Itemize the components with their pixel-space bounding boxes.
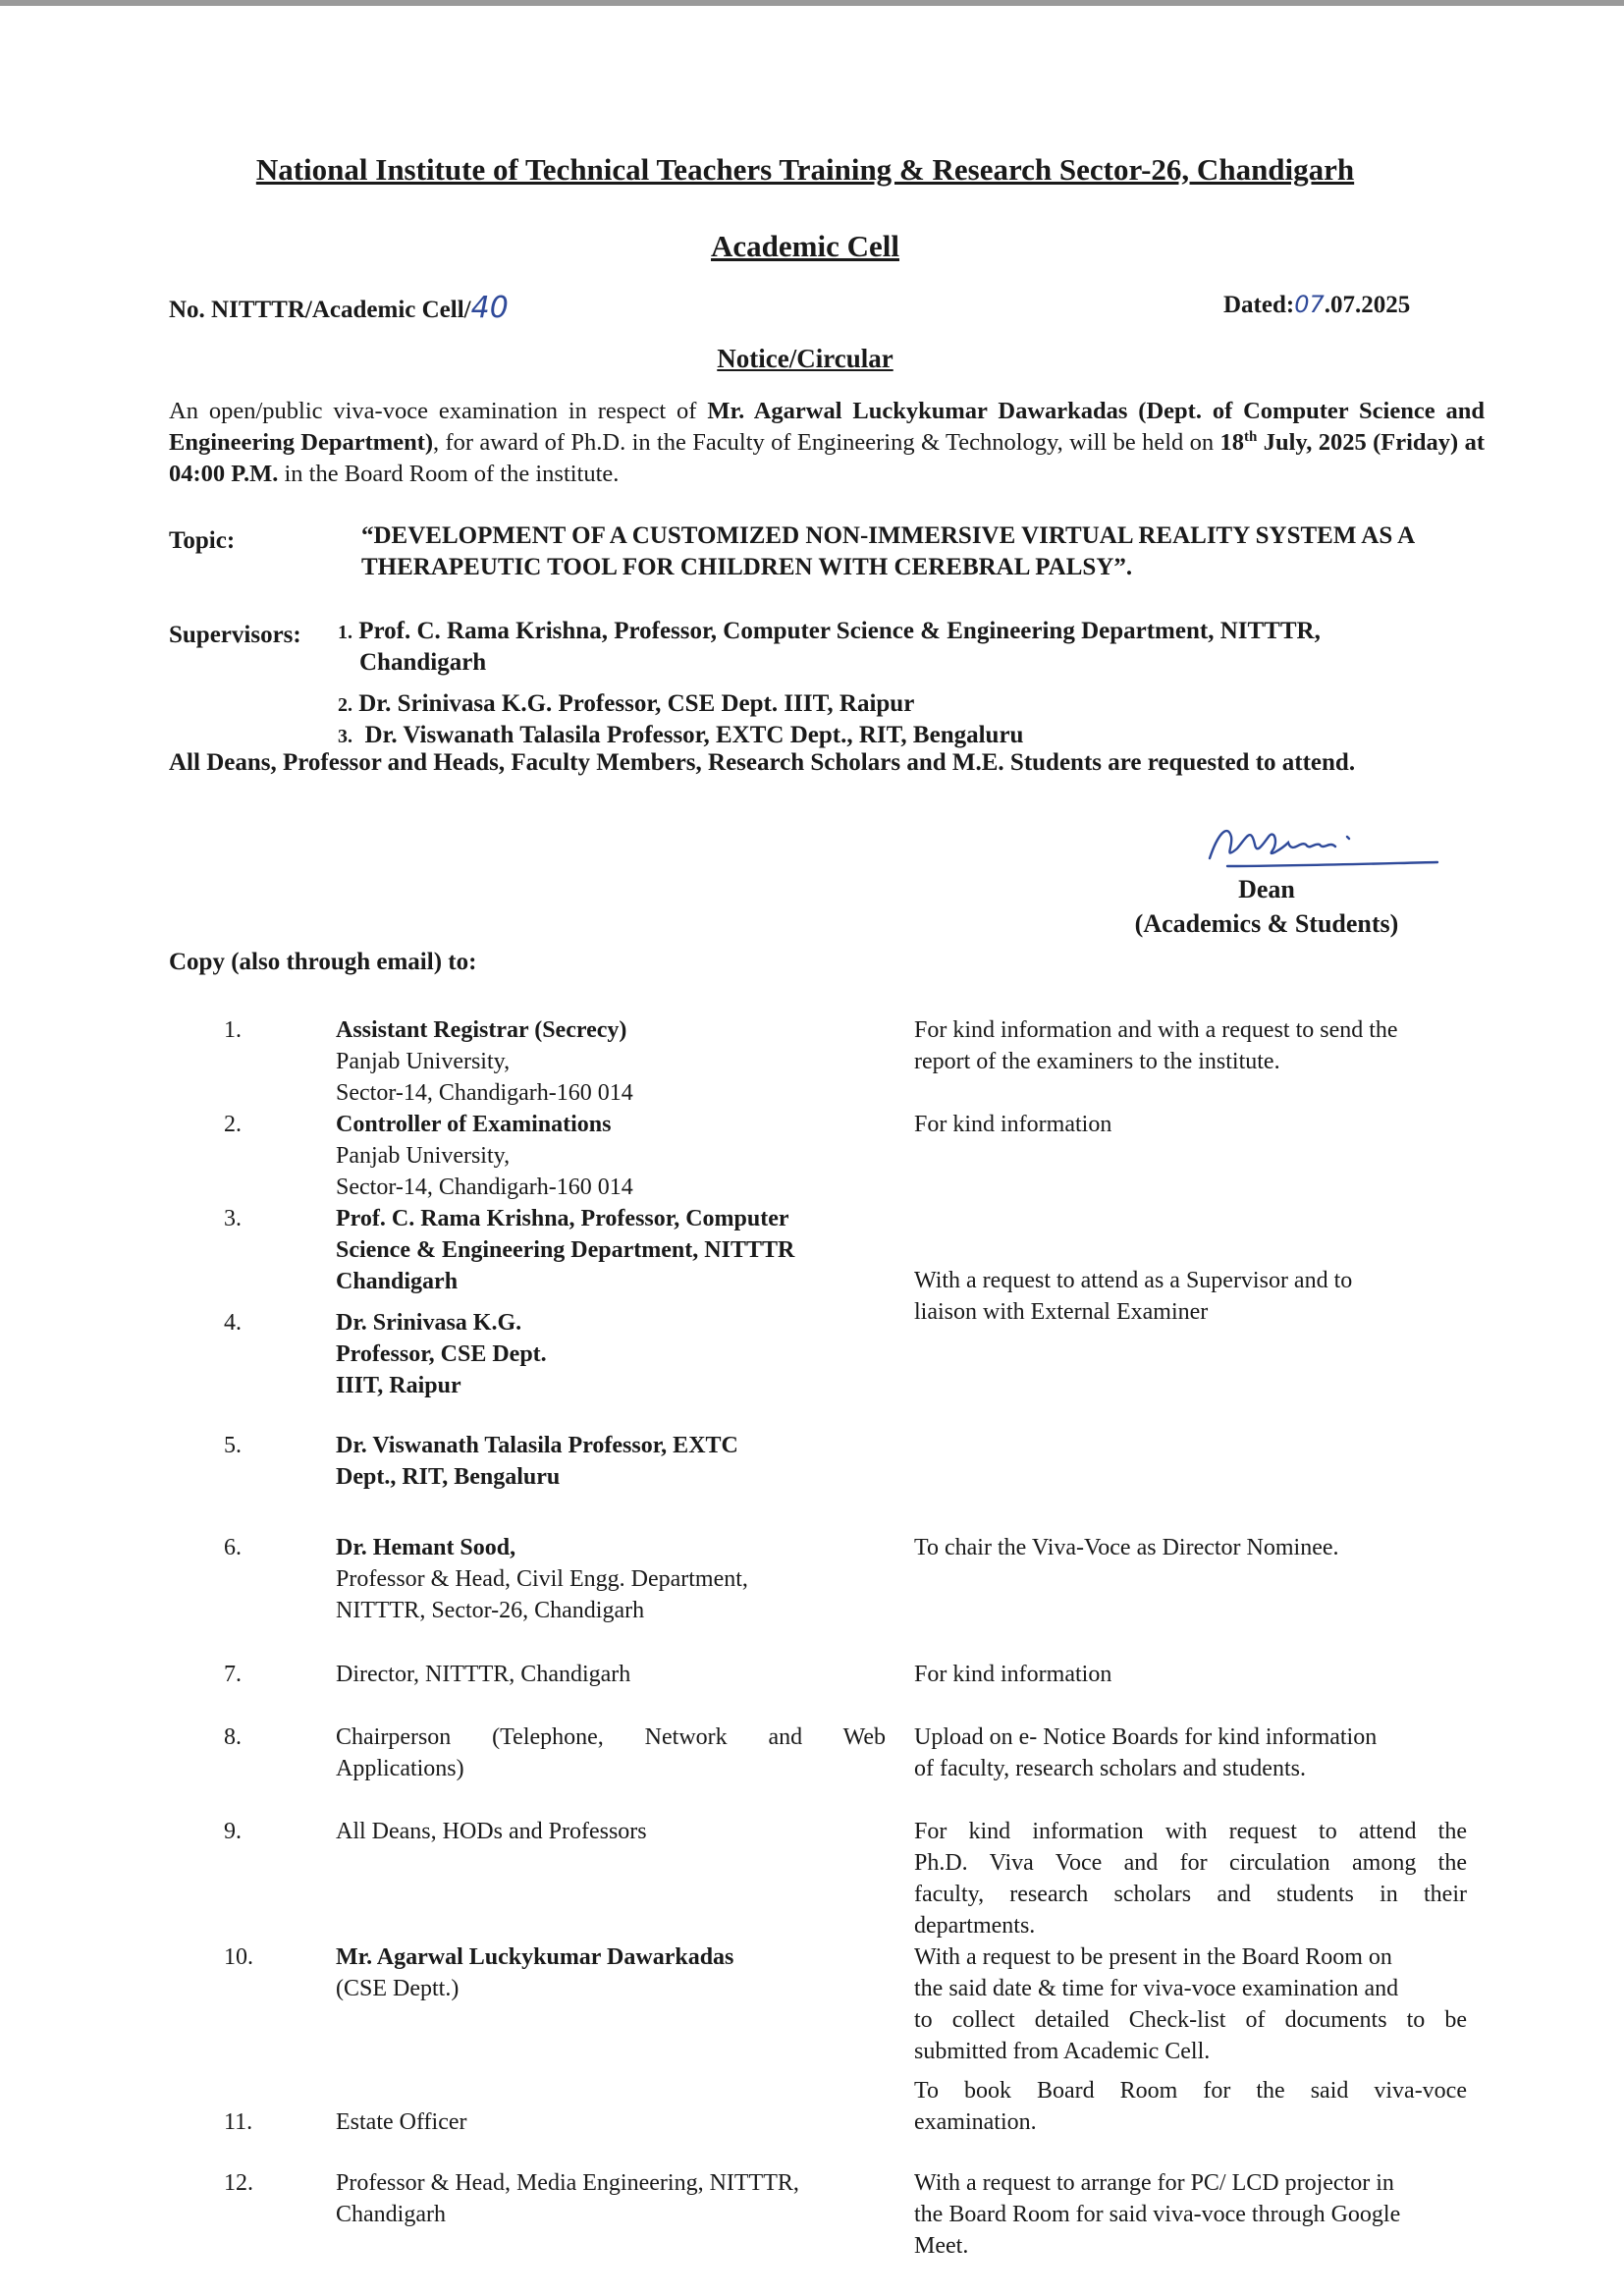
purpose-line: to collect detailed Check-list of documents to be (914, 2007, 1467, 2033)
supervisor-number: 1. (338, 622, 352, 643)
purpose-line: With a request to attend as a Supervisor and to (914, 1268, 1353, 1293)
recipient-line: Controller of Examinations (336, 1112, 612, 1137)
intro-text-1: An open/public viva-voce examination in respect of (169, 398, 708, 424)
recipient-line: Science & Engineering Department, NITTTR (336, 1237, 795, 1263)
copy-item-number: 10. (224, 1944, 253, 1970)
copy-item-recipient (336, 2167, 886, 2230)
topic-text: “DEVELOPMENT OF A CUSTOMIZED NON-IMMERSIVE VIRTUAL REALITY SYSTEM AS A THERAPEUTIC TOOL FOR CHILDREN WITH CEREBRAL PALSY”. (361, 522, 1414, 580)
exam-date-suffix: th (1244, 428, 1258, 445)
recipient-line: Estate Officer (336, 2109, 467, 2135)
purpose-line: departments. (914, 1913, 1036, 1939)
dated-handwritten-day: 07 (1294, 291, 1325, 318)
supervisor-item (338, 616, 1506, 648)
dated-suffix: .07.2025 (1324, 292, 1411, 318)
recipient-line: Panjab University, (336, 1143, 511, 1169)
copy-item-purpose (914, 1941, 1467, 2067)
recipient-line: Chandigarh (336, 2202, 446, 2227)
copy-heading: Copy (also through email) to: (169, 949, 477, 975)
copy-item-number: 1. (224, 1017, 242, 1043)
recipient-line: Sector-14, Chandigarh-160 014 (336, 1175, 633, 1200)
copy-item-number: 3. (224, 1206, 242, 1231)
purpose-line: the Board Room for said viva-voce through Google (914, 2202, 1401, 2227)
copy-item-recipient (336, 1430, 886, 1493)
purpose-line: the said date & time for viva-voce examination and (914, 1976, 1399, 2001)
purpose-line: To chair the Viva-Voce as Director Nominee. (914, 1535, 1339, 1560)
dated-prefix: Dated: (1223, 292, 1295, 318)
recipient-line: NITTTR, Sector-26, Chandigarh (336, 1598, 645, 1623)
purpose-line: With a request to arrange for PC/ LCD projector in (914, 2170, 1394, 2196)
copy-item-recipient (336, 1816, 886, 1847)
institute-heading: National Institute of Technical Teachers Training & Research Sector-26, Chandigarh (255, 152, 1355, 187)
purpose-line: report of the examiners to the institute. (914, 1049, 1280, 1074)
copy-item-number: 2. (224, 1112, 242, 1137)
recipient-line: Professor, CSE Dept. (336, 1341, 547, 1367)
dated-field (1223, 291, 1410, 319)
reference-number (169, 291, 509, 325)
copy-item-recipient (336, 1307, 886, 1401)
notice-title: Notice/Circular (717, 344, 893, 373)
copy-item-number: 11. (224, 2109, 253, 2135)
supervisors-label: Supervisors: (169, 622, 301, 648)
recipient-line: Prof. C. Rama Krishna, Professor, Computer (336, 1206, 789, 1231)
recipient-line: Sector-14, Chandigarh-160 014 (336, 1080, 633, 1106)
recipient-line: (CSE Deptt.) (336, 1976, 460, 2001)
copy-item-recipient (336, 1532, 886, 1626)
recipient-line: Chairperson (Telephone, Network and Web (336, 1724, 886, 1750)
supervisor-text: Dr. Viswanath Talasila Professor, EXTC Dept., RIT, Bengaluru (364, 722, 1024, 748)
recipient-line: Panjab University, (336, 1049, 511, 1074)
supervisor-item (338, 720, 1023, 752)
copy-item-purpose (914, 2075, 1467, 2138)
purpose-line: examination. (914, 2109, 1037, 2135)
attendance-note: All Deans, Professor and Heads, Faculty Members, Research Scholars and M.E. Students are requested to attend. (169, 749, 1356, 776)
purpose-line: liaison with External Examiner (914, 1299, 1209, 1325)
supervisor-item (338, 688, 914, 721)
copy-item-recipient (336, 1203, 886, 1297)
purpose-line: submitted from Academic Cell. (914, 2039, 1211, 2064)
recipient-line: Mr. Agarwal Luckykumar Dawarkadas (336, 1944, 734, 1970)
purpose-line: For kind information and with a request to send the (914, 1017, 1398, 1043)
purpose-line: Meet. (914, 2233, 969, 2259)
recipient-line: Chandigarh (336, 1269, 459, 1294)
recipient-line: Professor & Head, Civil Engg. Department, (336, 1566, 748, 1592)
copy-item-purpose (914, 1014, 1467, 1077)
purpose-line: To book Board Room for the said viva-voce (914, 2078, 1467, 2104)
copy-item-purpose (914, 1659, 1467, 1690)
purpose-line: For kind information (914, 1662, 1112, 1687)
supervisor-number: 2. (338, 694, 352, 716)
recipient-line: Dr. Viswanath Talasila Professor, EXTC (336, 1433, 738, 1458)
intro-text-3: in the Board Room of the institute. (278, 461, 620, 487)
copy-item-purpose (914, 1816, 1467, 1941)
recipient-line: Applications) (336, 1756, 464, 1781)
reference-prefix: No. NITTTR/Academic Cell/ (169, 297, 471, 323)
copy-item-recipient (336, 1941, 886, 2004)
intro-paragraph (169, 396, 1485, 490)
copy-item-number: 12. (224, 2170, 253, 2196)
purpose-line: With a request to be present in the Board Room on (914, 1944, 1392, 1970)
copy-item-purpose (914, 2167, 1467, 2262)
reference-handwritten-number: 40 (470, 291, 509, 325)
copy-item-purpose (914, 1109, 1467, 1140)
candidate-name: Mr. Agarwal Luckykumar Dawarkadas (Dept. of Computer Science and Engineering Department) (169, 398, 1486, 456)
intro-text-2: , for award of Ph.D. in the Faculty of Engineering & Technology, will be held on (433, 429, 1220, 456)
dean-title: Dean (1238, 875, 1295, 903)
recipient-line: Dept., RIT, Bengaluru (336, 1464, 561, 1490)
purpose-line: For kind information (914, 1112, 1112, 1137)
copy-item-purpose (914, 1722, 1467, 1784)
topic-label: Topic: (169, 527, 236, 554)
exam-date-day: 18 (1219, 429, 1244, 456)
recipient-line: IIIT, Raipur (336, 1373, 461, 1398)
recipient-line: Professor & Head, Media Engineering, NITTTR, (336, 2170, 799, 2196)
copy-item-purpose (914, 1532, 1467, 1563)
scan-edge (0, 0, 1624, 6)
copy-item-number: 7. (224, 1662, 242, 1687)
copy-item-number: 5. (224, 1433, 242, 1458)
copy-item-purpose (914, 1265, 1467, 1328)
copy-item-number: 6. (224, 1535, 242, 1560)
copy-item-number: 4. (224, 1310, 242, 1336)
copy-item-number: 9. (224, 1819, 242, 1844)
recipient-line: Dr. Hemant Sood, (336, 1535, 516, 1560)
academic-cell-heading: Academic Cell (711, 229, 899, 263)
purpose-line: Ph.D. Viva Voce and for circulation among the (914, 1850, 1467, 1876)
copy-item-number: 8. (224, 1724, 242, 1750)
recipient-line: Assistant Registrar (Secrecy) (336, 1017, 627, 1043)
purpose-line: of faculty, research scholars and students. (914, 1756, 1306, 1781)
supervisor-item-continued: Chandigarh (359, 649, 487, 676)
copy-item-recipient (336, 1014, 886, 1109)
copy-item-recipient (336, 1722, 886, 1784)
supervisor-text: Prof. C. Rama Krishna, Professor, Computer Science & Engineering Department, NITTTR, (358, 618, 1321, 644)
purpose-line: For kind information with request to attend the (914, 1819, 1467, 1844)
supervisor-number: 3. (338, 726, 352, 747)
recipient-line: Director, NITTTR, Chandigarh (336, 1662, 631, 1687)
recipient-line: All Deans, HODs and Professors (336, 1819, 647, 1844)
purpose-line: Upload on e- Notice Boards for kind information (914, 1724, 1378, 1750)
copy-item-recipient (336, 2106, 886, 2138)
purpose-line: faculty, research scholars and students in their (914, 1882, 1467, 1907)
recipient-line: Dr. Srinivasa K.G. (336, 1310, 522, 1336)
exam-date-rest: July, 2025 (Friday) at 04:00 P.M. (169, 429, 1485, 487)
dean-subtitle: (Academics & Students) (1134, 909, 1399, 938)
copy-item-recipient (336, 1109, 886, 1203)
copy-item-recipient (336, 1659, 886, 1690)
dean-signature (1198, 815, 1443, 878)
supervisor-text: Dr. Srinivasa K.G. Professor, CSE Dept. IIIT, Raipur (358, 690, 915, 717)
